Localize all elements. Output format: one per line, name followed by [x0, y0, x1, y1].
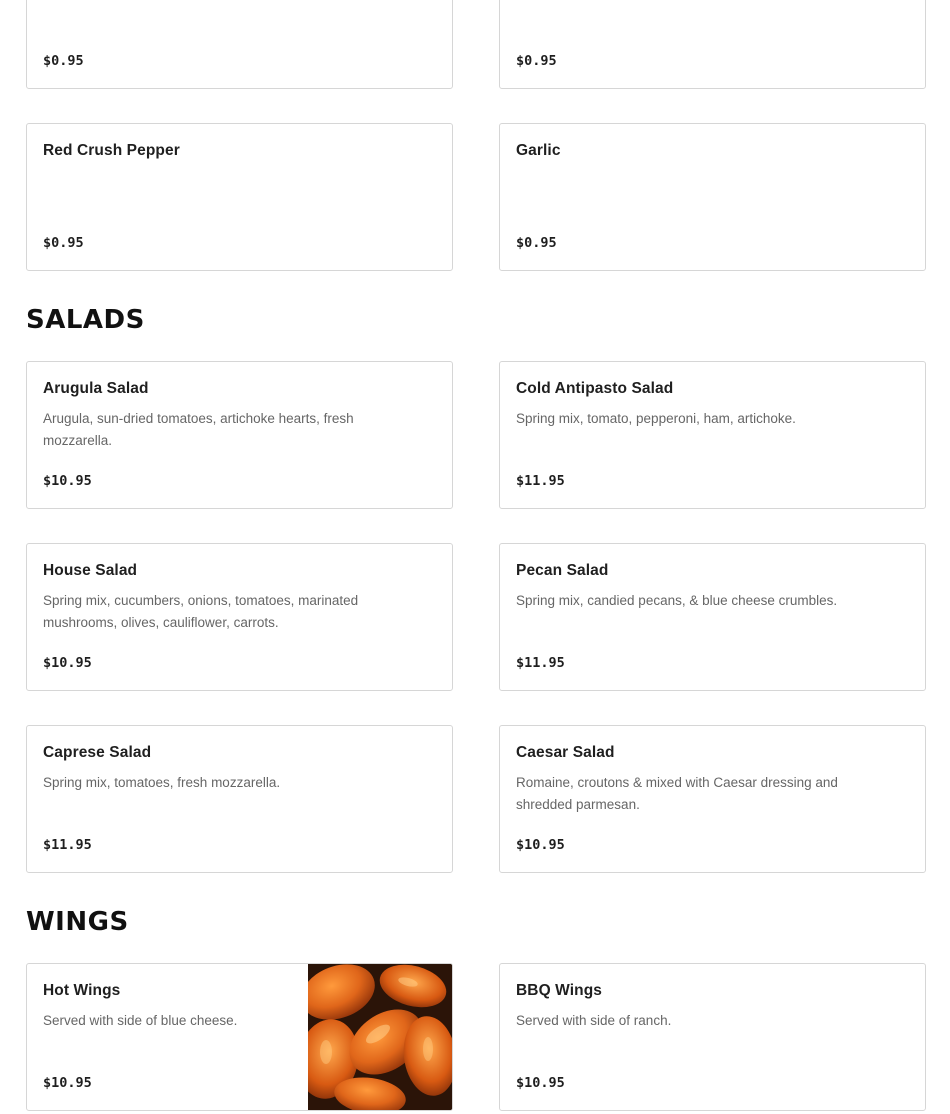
menu-item-card[interactable]	[499, 963, 926, 1111]
menu-item-price: $0.95	[516, 53, 557, 69]
menu-item-price: $10.95	[516, 837, 565, 853]
menu-item-name: Hot Wings	[43, 982, 121, 999]
menu-item-description: Served with side of blue cheese.	[43, 1013, 238, 1028]
menu-item-description: Spring mix, candied pecans, & blue cheese crumbles.	[516, 593, 838, 608]
menu-item-description: Spring mix, tomato, pepperoni, ham, artichoke.	[516, 411, 796, 426]
menu-item-card[interactable]	[26, 725, 453, 873]
menu-item-card[interactable]	[26, 361, 453, 509]
menu-item-name: Garlic	[516, 142, 561, 159]
menu-item-card[interactable]	[26, 963, 453, 1111]
menu-item-card[interactable]	[499, 725, 926, 873]
menu-item-price: $10.95	[43, 473, 92, 489]
menu-item-name: Cold Antipasto Salad	[516, 380, 674, 397]
menu-item-name: BBQ Wings	[516, 982, 603, 999]
menu-item-card[interactable]	[499, 361, 926, 509]
menu-item-description: Spring mix, cucumbers, onions, tomatoes, marinated mushrooms, olives, cauliflower, carrots.	[43, 593, 359, 630]
hot-wings-photo	[308, 964, 452, 1111]
menu-item-name: Red Crush Pepper	[43, 142, 180, 159]
menu-item-name: Pecan Salad	[516, 562, 609, 579]
menu-item-card[interactable]	[499, 543, 926, 691]
menu-item-price: $11.95	[516, 655, 565, 671]
menu-item-price: $10.95	[516, 1075, 565, 1091]
menu-item-name: House Salad	[43, 562, 138, 579]
menu-item-price: $10.95	[43, 655, 92, 671]
menu-item-description: Spring mix, tomatoes, fresh mozzarella.	[43, 775, 281, 790]
menu-item-price: $11.95	[516, 473, 565, 489]
menu-item-name: Arugula Salad	[43, 380, 149, 397]
menu-item-description: Arugula, sun-dried tomatoes, artichoke hearts, fresh mozzarella.	[43, 411, 354, 448]
menu-item-card[interactable]	[499, 123, 926, 271]
menu-item-price: $0.95	[516, 235, 557, 251]
menu-item-price: $11.95	[43, 837, 92, 853]
menu-item-price: $0.95	[43, 235, 84, 251]
menu-item-card[interactable]	[26, 543, 453, 691]
menu-item-name: Caesar Salad	[516, 744, 615, 761]
menu-item-card[interactable]	[26, 0, 453, 89]
section-title-salads: SALADS	[26, 305, 145, 335]
menu-item-name: Caprese Salad	[43, 744, 152, 761]
menu-item-card[interactable]	[26, 123, 453, 271]
menu-item-price: $10.95	[43, 1075, 92, 1091]
menu-item-card[interactable]	[499, 0, 926, 89]
section-title-wings: WINGS	[26, 907, 129, 937]
menu-item-price: $0.95	[43, 53, 84, 69]
menu-item-description: Served with side of ranch.	[516, 1013, 672, 1028]
menu-item-description: Romaine, croutons & mixed with Caesar dressing and shredded parmesan.	[516, 775, 838, 812]
